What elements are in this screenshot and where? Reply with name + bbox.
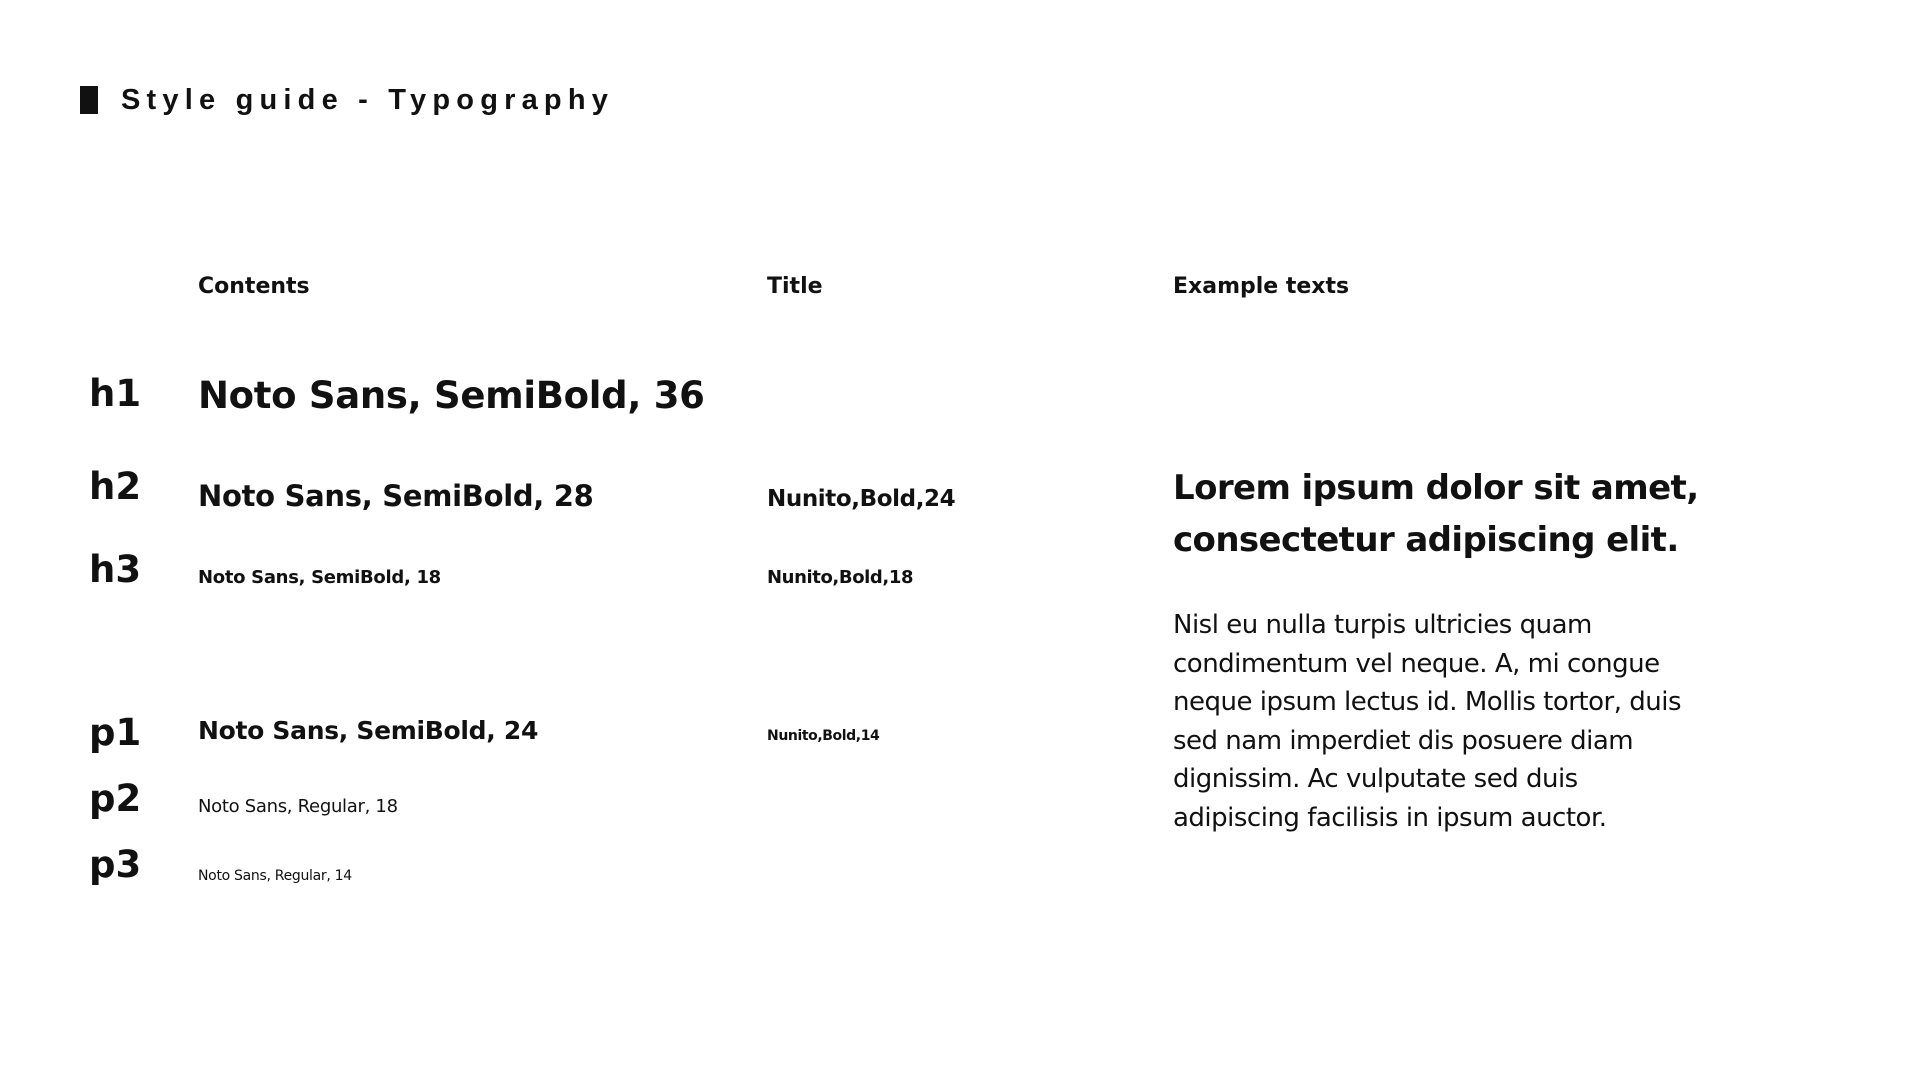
level-label-h2: h2 <box>89 465 142 508</box>
contents-spec-h3: Noto Sans, SemiBold, 18 <box>198 567 441 588</box>
contents-spec-p3: Noto Sans, Regular, 14 <box>198 868 352 884</box>
column-header-contents: Contents <box>198 274 310 299</box>
level-label-h3: h3 <box>89 548 142 591</box>
level-label-p1: p1 <box>89 711 142 754</box>
column-header-example: Example texts <box>1173 274 1350 299</box>
title-spec-h3: Nunito,Bold,18 <box>767 567 914 588</box>
example-body-text: Nisl eu nulla turpis ultricies quam condimentum vel neque. A, mi congue neque ipsum lectus id. Mollis tortor, duis sed nam imperdiet dis posuere diam dignissim. Ac vulputate sed duis adipiscing facilisis in ipsum auctor. <box>1173 610 1682 833</box>
contents-spec-p2: Noto Sans, Regular, 18 <box>198 796 398 817</box>
title-spec-p1: Nunito,Bold,14 <box>767 728 880 744</box>
title-spec-h2: Nunito,Bold,24 <box>767 486 956 512</box>
column-header-title: Title <box>767 274 823 299</box>
page-title: Style guide - Typography <box>121 84 615 116</box>
example-heading-text: Lorem ipsum dolor sit amet, consectetur adipiscing elit. <box>1173 468 1699 560</box>
contents-spec-h2: Noto Sans, SemiBold, 28 <box>198 479 594 513</box>
contents-spec-h1: Noto Sans, SemiBold, 36 <box>198 374 705 417</box>
level-label-p3: p3 <box>89 843 142 886</box>
title-marker-bar <box>80 86 98 114</box>
level-label-p2: p2 <box>89 777 142 820</box>
level-label-h1: h1 <box>89 372 142 415</box>
contents-spec-p1: Noto Sans, SemiBold, 24 <box>198 716 539 745</box>
